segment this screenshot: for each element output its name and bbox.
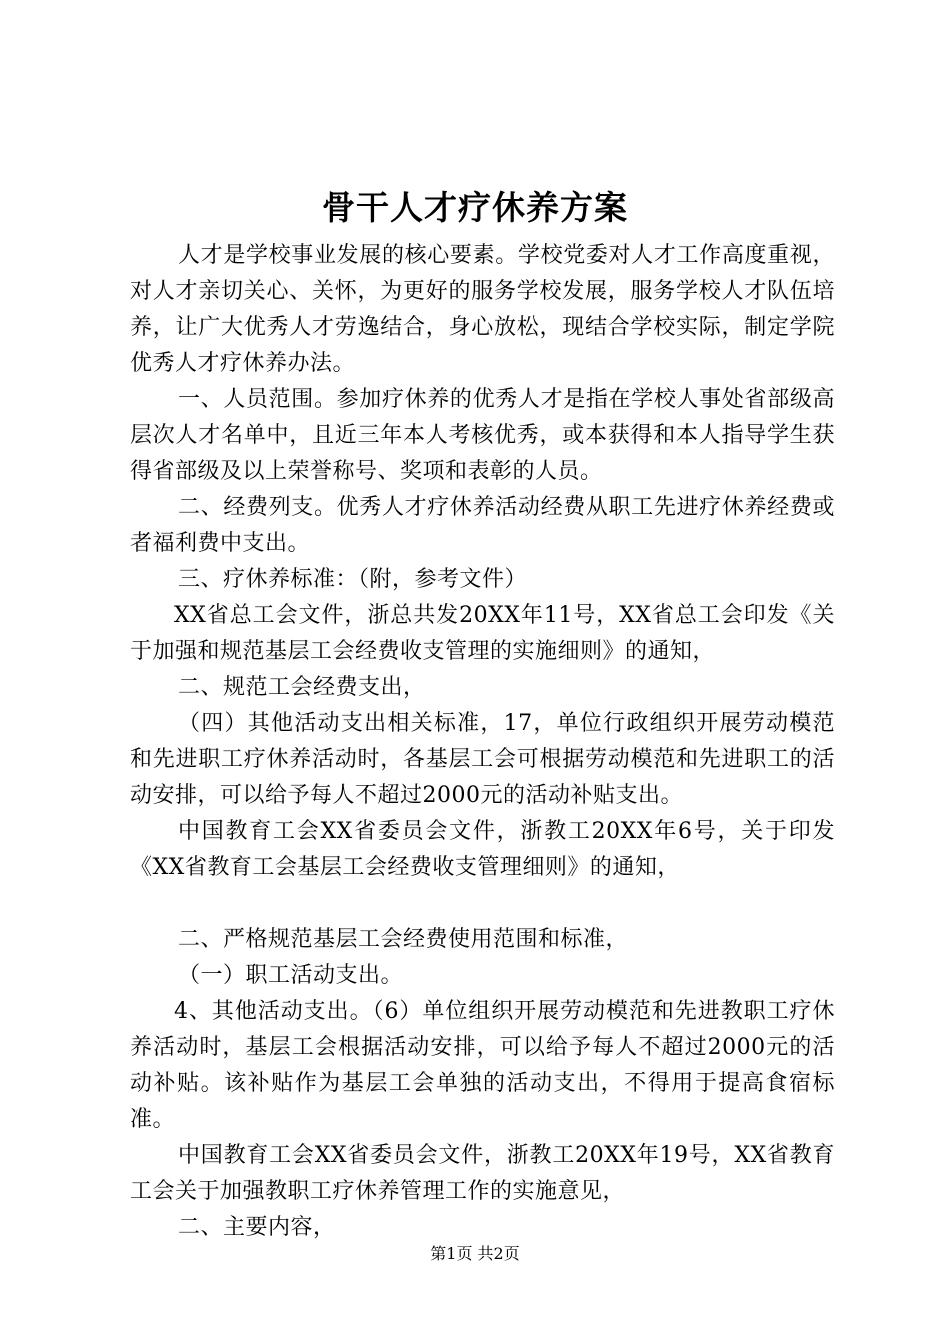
paragraph-regulate-expenses: 二、规范工会经费支出， <box>178 675 426 700</box>
paragraph-funding: 二、经费列支。优秀人才疗休养活动经费从职工先进疗休养经费或者福利费中支出。 <box>130 495 835 556</box>
document-body <box>130 238 835 1246</box>
paragraph-reference-2: 中国教育工会XX省委员会文件，浙教工20XX年6号，关于印发《XX省教育工会基层工会经费收支管理细则》的通知， <box>130 819 835 880</box>
document-title: 骨干人才疗休养方案 <box>322 188 628 227</box>
paragraph-staff-activities: （一）职工活动支出。 <box>178 963 404 988</box>
paragraph-intro: 人才是学校事业发展的核心要素。学校党委对人才工作高度重视，对人才亲切关心、关怀，为更好的服务学校发展，服务学校人才队伍培养，让广大优秀人才劳逸结合，身心放松，现结合学校实际，制定学院优秀人才疗休养办法。 <box>130 243 835 376</box>
paragraph-main-content: 二、主要内容， <box>178 1215 336 1240</box>
paragraph-activity-subsidy: 4、其他活动支出。（6）单位组织开展劳动模范和先进教职工疗休养活动时，基层工会根据活动安排，可以给予每人不超过2000元的活动补贴。该补贴作为基层工会单独的活动支出，不得用于提高食宿标准。 <box>130 999 835 1132</box>
paragraph-reference-1: XX省总工会文件，浙总共发20XX年11号，XX省总工会印发《关于加强和规范基层工会经费收支管理的实施细则》的通知， <box>130 603 835 664</box>
page-footer: 第1页 共2页 <box>430 1244 520 1263</box>
paragraph-other-expenses: （四）其他活动支出相关标准，17，单位行政组织开展劳动模范和先进职工疗休养活动时，各基层工会可根据劳动模范和先进职工的活动安排，可以给予每人不超过2000元的活动补贴支出。 <box>130 711 835 808</box>
paragraph-reference-3: 中国教育工会XX省委员会文件，浙教工20XX年19号，XX省教育工会关于加强教职工疗休养管理工作的实施意见， <box>130 1143 835 1204</box>
paragraph-standards: 三、疗休养标准：（附，参考文件） <box>178 567 528 592</box>
paragraph-strict-standards: 二、严格规范基层工会经费使用范围和标准， <box>178 927 629 952</box>
paragraph-personnel-scope: 一、人员范围。参加疗休养的优秀人才是指在学校人事处省部级高层次人才名单中，且近三年本人考核优秀，或本获得和本人指导学生获得省部级及以上荣誉称号、奖项和表彰的人员。 <box>130 387 835 484</box>
